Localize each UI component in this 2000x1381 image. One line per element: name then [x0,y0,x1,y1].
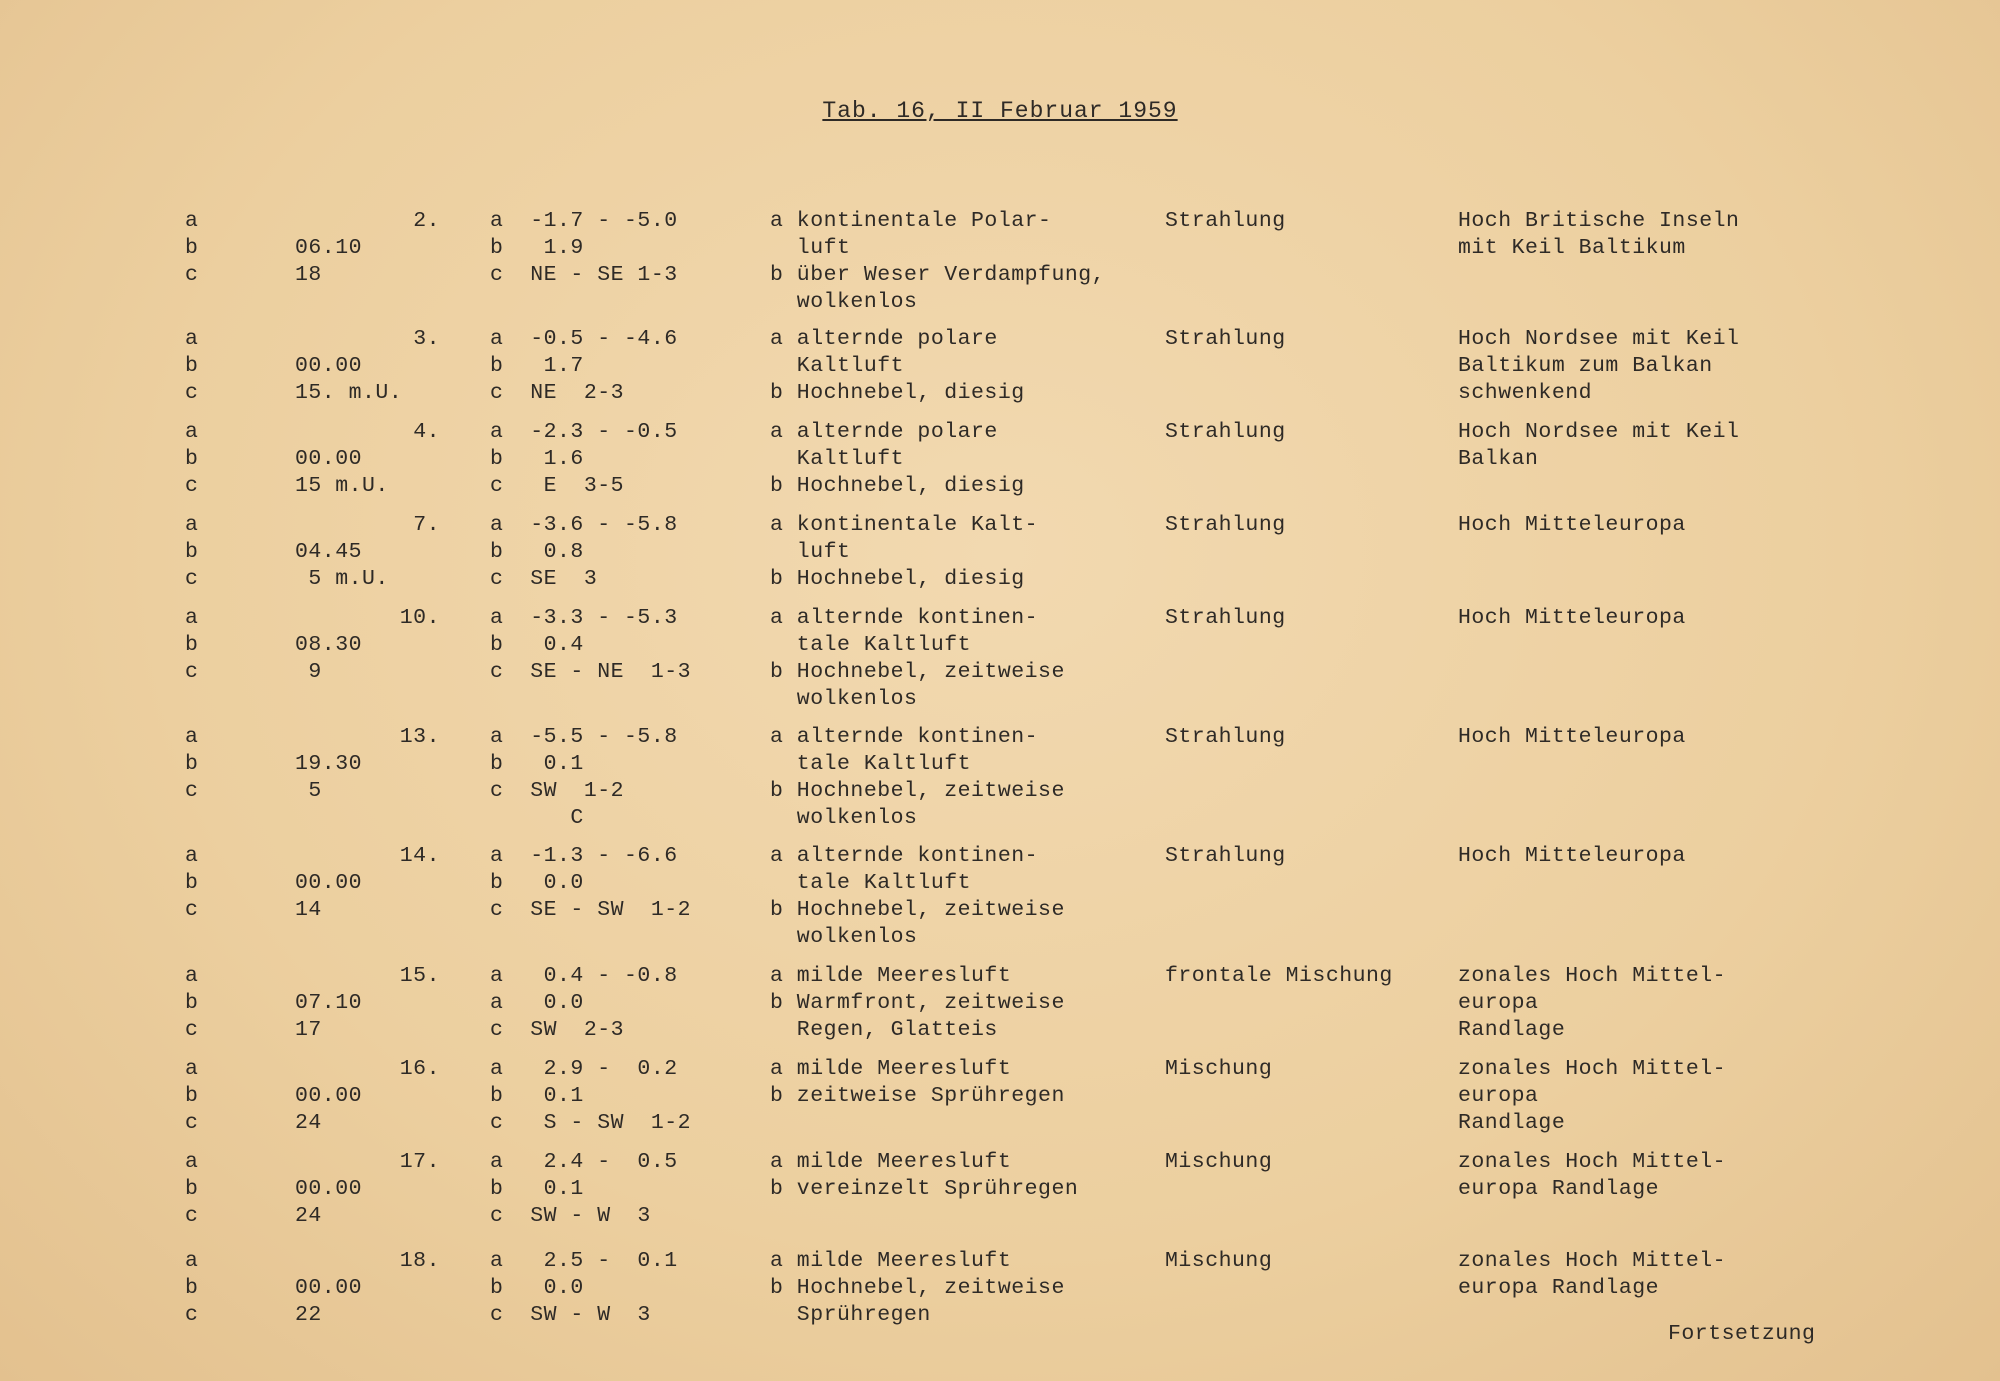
day: 7. [413,513,440,537]
airmass-description: a milde Meeresluft b Warmfront, zeitweise Regen, Glatteis [770,964,1065,1042]
entry-row [0,1248,2000,1368]
row-letters: a b c [185,209,199,287]
altitude: 17 [295,1018,322,1042]
airmass-description: a alternde polare Kaltluft b Hochnebel, diesig [770,327,1025,405]
row-letters: a b c [185,725,199,803]
time: 06.10 [295,236,363,260]
process: Strahlung [1165,513,1286,537]
synoptic-situation: Hoch Nordsee mit Keil Baltikum zum Balkan schwenkend [1458,327,1740,405]
altitude: 5 [295,779,322,803]
airmass-description: a milde Meeresluft b vereinzelt Sprühregen [770,1150,1079,1201]
row-letters: a b c [185,1249,199,1327]
row-letters: a b c [185,1150,199,1228]
entry-row [0,208,2000,328]
day: 15. [399,964,440,988]
time: 00.00 [295,1084,363,1108]
day: 13. [399,725,440,749]
day: 2. [413,209,440,233]
entry-row [0,724,2000,844]
synoptic-situation: Hoch Mitteleuropa [1458,606,1686,630]
altitude: 15. m.U. [295,381,403,405]
measurements: a -2.3 - -0.5 b 1.6 c E 3-5 [490,420,678,498]
time: 04.45 [295,540,363,564]
row-letters: a b c [185,1057,199,1135]
airmass-description: a kontinentale Polar- luft b über Weser Verdampfung, wolkenlos [770,209,1106,314]
time: 00.00 [295,447,363,471]
measurements: a -0.5 - -4.6 b 1.7 c NE 2-3 [490,327,678,405]
day: 3. [413,327,440,351]
entry-row [0,843,2000,963]
process: Strahlung [1165,209,1286,233]
day: 17. [399,1150,440,1174]
process: Mischung [1165,1249,1273,1273]
measurements: a 2.5 - 0.1 b 0.0 c SW - W 3 [490,1249,678,1327]
time: 00.00 [295,354,363,378]
process: Strahlung [1165,725,1286,749]
process: Mischung [1165,1150,1273,1174]
airmass-description: a kontinentale Kalt- luft b Hochnebel, diesig [770,513,1039,591]
synoptic-situation: Hoch Britische Inseln mit Keil Baltikum [1458,209,1740,260]
altitude: 5 m.U. [295,567,389,591]
measurements: a 2.9 - 0.2 b 0.1 c S - SW 1-2 [490,1057,692,1135]
row-letters: a b c [185,420,199,498]
altitude: 24 [295,1204,322,1228]
altitude: 18 [295,263,322,287]
measurements: a -5.5 - -5.8 b 0.1 c SW 1-2 C [490,725,678,830]
altitude: 15 m.U. [295,474,389,498]
process: Strahlung [1165,327,1286,351]
synoptic-situation: zonales Hoch Mittel- europa Randlage [1458,1150,1727,1201]
process: Strahlung [1165,844,1286,868]
synoptic-situation: Hoch Nordsee mit Keil Balkan [1458,420,1740,471]
airmass-description: a alternde kontinen- tale Kaltluft b Hochnebel, zeitweise wolkenlos [770,725,1065,830]
altitude: 14 [295,898,322,922]
table-title: Tab. 16, II Februar 1959 [822,98,1178,124]
entry-row [0,605,2000,725]
altitude: 22 [295,1303,322,1327]
altitude: 24 [295,1111,322,1135]
process: frontale Mischung [1165,964,1393,988]
altitude: 9 [295,660,322,684]
time: 19.30 [295,752,363,776]
synoptic-situation: Hoch Mitteleuropa [1458,513,1686,537]
airmass-description: a alternde kontinen- tale Kaltluft b Hochnebel, zeitweise wolkenlos [770,844,1065,949]
time: 00.00 [295,1276,363,1300]
day: 18. [399,1249,440,1273]
row-letters: a b c [185,964,199,1042]
synoptic-situation: zonales Hoch Mittel- europa Randlage [1458,964,1727,1042]
airmass-description: a milde Meeresluft b zeitweise Sprühregen [770,1057,1065,1108]
synoptic-situation: Hoch Mitteleuropa [1458,725,1686,749]
row-letters: a b c [185,513,199,591]
day: 4. [413,420,440,444]
process: Mischung [1165,1057,1273,1081]
measurements: a -3.6 - -5.8 b 0.8 c SE 3 [490,513,678,591]
process: Strahlung [1165,606,1286,630]
airmass-description: a alternde polare Kaltluft b Hochnebel, diesig [770,420,1025,498]
measurements: a -3.3 - -5.3 b 0.4 c SE - NE 1-3 [490,606,692,684]
synoptic-situation: zonales Hoch Mittel- europa Randlage [1458,1057,1727,1135]
day: 16. [399,1057,440,1081]
measurements: a 2.4 - 0.5 b 0.1 c SW - W 3 [490,1150,678,1228]
airmass-description: a alternde kontinen- tale Kaltluft b Hochnebel, zeitweise wolkenlos [770,606,1065,711]
measurements: a -1.7 - -5.0 b 1.9 c NE - SE 1-3 [490,209,678,287]
time: 00.00 [295,1177,363,1201]
row-letters: a b c [185,606,199,684]
row-letters: a b c [185,327,199,405]
day: 14. [399,844,440,868]
time: 00.00 [295,871,363,895]
row-letters: a b c [185,844,199,922]
airmass-description: a milde Meeresluft b Hochnebel, zeitweise Sprühregen [770,1249,1065,1327]
measurements: a 0.4 - -0.8 a 0.0 c SW 2-3 [490,964,678,1042]
day: 10. [399,606,440,630]
synoptic-situation: zonales Hoch Mittel- europa Randlage [1458,1249,1727,1300]
continuation-note: Fortsetzung [1668,1322,1816,1346]
time: 07.10 [295,991,363,1015]
time: 08.30 [295,633,363,657]
process: Strahlung [1165,420,1286,444]
measurements: a -1.3 - -6.6 b 0.0 c SE - SW 1-2 [490,844,692,922]
synoptic-situation: Hoch Mitteleuropa [1458,844,1686,868]
